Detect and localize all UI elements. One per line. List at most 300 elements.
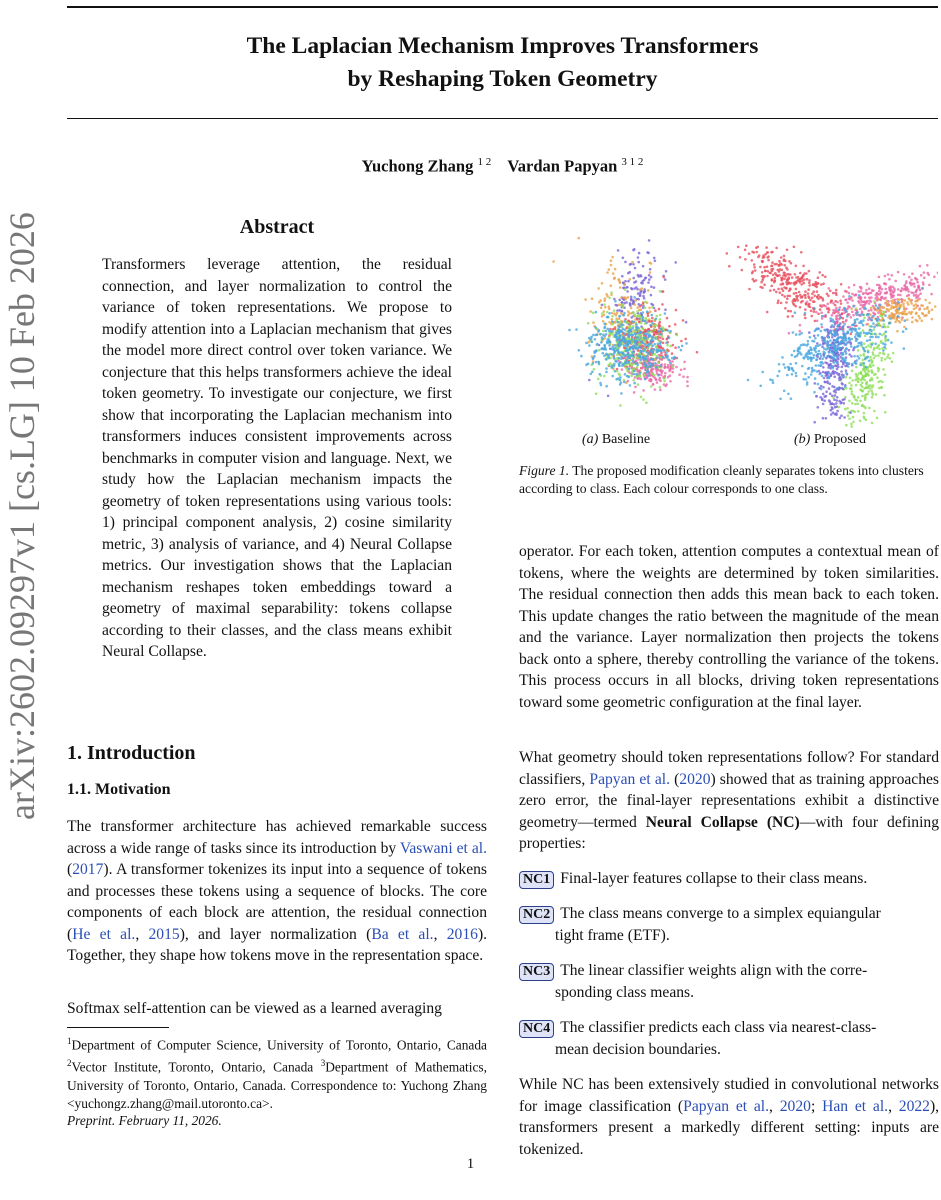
scatter-point <box>892 316 895 319</box>
scatter-point <box>652 368 655 371</box>
scatter-point <box>904 319 907 322</box>
citation-ba[interactable]: Ba et al. <box>371 925 434 943</box>
scatter-point <box>659 321 662 324</box>
scatter-point <box>633 296 636 299</box>
scatter-point <box>926 272 929 275</box>
scatter-point <box>756 246 759 249</box>
author-affiliation: 3 1 2 <box>621 156 644 168</box>
scatter-point <box>643 373 646 376</box>
scatter-point <box>629 384 632 387</box>
scatter-point <box>821 317 824 320</box>
scatter-point <box>595 361 598 364</box>
scatter-point <box>752 270 755 273</box>
scatter-point <box>671 352 674 355</box>
scatter-point <box>685 321 688 324</box>
scatter-point <box>915 278 918 281</box>
scatter-point <box>777 302 780 305</box>
citation-papyan-year[interactable]: 2020 <box>779 1097 811 1115</box>
scatter-point <box>795 288 798 291</box>
scatter-point <box>788 273 791 276</box>
scatter-point <box>622 314 625 317</box>
scatter-point <box>875 304 878 307</box>
scatter-point <box>913 283 916 286</box>
scatter-point <box>913 294 916 297</box>
intro-paragraph-4 <box>519 747 939 855</box>
scatter-point <box>799 324 802 327</box>
scatter-point <box>815 364 818 367</box>
subfigure-b-caption <box>794 432 866 448</box>
scatter-point <box>809 357 812 360</box>
scatter-point <box>849 339 852 342</box>
scatter-point <box>649 324 652 327</box>
scatter-point <box>849 377 852 380</box>
scatter-point <box>834 342 837 345</box>
abstract-heading: Abstract <box>239 216 315 238</box>
affiliations-footnote <box>67 1032 487 1113</box>
scatter-point <box>823 329 826 332</box>
scatter-point <box>651 358 654 361</box>
scatter-point <box>873 357 876 360</box>
scatter-point <box>821 274 824 277</box>
figure-1-scatter-plots <box>540 220 938 432</box>
scatter-point <box>909 300 912 303</box>
scatter-point <box>647 334 650 337</box>
scatter-point <box>684 338 687 341</box>
scatter-point <box>845 352 848 355</box>
scatter-point <box>833 398 836 401</box>
scatter-point <box>683 368 686 371</box>
scatter-point <box>636 363 639 366</box>
scatter-point <box>843 323 846 326</box>
scatter-point <box>681 345 684 348</box>
scatter-point <box>786 297 789 300</box>
scatter-point <box>666 366 669 369</box>
nc-item <box>519 868 939 890</box>
scatter-point <box>623 381 626 384</box>
scatter-point <box>664 375 667 378</box>
scatter-point <box>879 293 882 296</box>
scatter-point <box>767 270 770 273</box>
scatter-point <box>655 370 658 373</box>
scatter-point <box>637 256 640 259</box>
scatter-point <box>888 278 891 281</box>
scatter-point <box>819 353 822 356</box>
scatter-point <box>832 312 835 315</box>
scatter-point <box>903 308 906 311</box>
scatter-point <box>726 252 729 255</box>
scatter-point <box>781 356 784 359</box>
scatter-point <box>822 351 825 354</box>
scatter-point <box>922 281 925 284</box>
scatter-point <box>856 359 859 362</box>
scatter-point <box>609 362 612 365</box>
scatter-point <box>602 352 605 355</box>
scatter-point <box>665 270 668 273</box>
scatter-point <box>786 268 789 271</box>
scatter-point <box>650 276 653 279</box>
scatter-point <box>823 377 826 380</box>
scatter-point <box>876 292 879 295</box>
scatter-point <box>915 319 918 322</box>
scatter-point <box>623 320 626 323</box>
scatter-point <box>798 291 801 294</box>
scatter-point <box>632 277 635 280</box>
scatter-point <box>923 271 926 274</box>
scatter-point <box>617 321 620 324</box>
scatter-point <box>850 345 853 348</box>
scatter-point <box>805 272 808 275</box>
nc-item-text: Final-layer features collapse to their class means. <box>560 870 868 887</box>
scatter-point <box>892 307 895 310</box>
scatter-point <box>636 366 639 369</box>
scatter-point <box>778 370 781 373</box>
scatter-point <box>616 338 619 341</box>
scatter-point <box>653 343 656 346</box>
scatter-point <box>648 239 651 242</box>
scatter-point <box>633 344 636 347</box>
scatter-point <box>639 372 642 375</box>
citation-han[interactable]: Han et al. <box>822 1097 889 1115</box>
scatter-point <box>814 382 817 385</box>
scatter-point <box>575 328 578 331</box>
citation-papyan[interactable]: Papyan et al. <box>589 770 670 788</box>
scatter-point <box>608 344 611 347</box>
subfigure-b-label: (b) <box>794 432 811 447</box>
scatter-point <box>876 320 879 323</box>
scatter-point <box>829 331 832 334</box>
scatter-point <box>658 354 661 357</box>
scatter-point <box>852 394 855 397</box>
scatter-point <box>783 278 786 281</box>
scatter-point <box>880 386 883 389</box>
citation-vaswani-year[interactable]: 2017 <box>72 861 104 878</box>
scatter-point <box>600 307 603 310</box>
scatter-point <box>897 288 900 291</box>
scatter-point <box>618 315 621 318</box>
scatter-point <box>822 417 825 420</box>
citation-han-year[interactable]: 2022 <box>898 1097 930 1115</box>
scatter-point <box>869 356 872 359</box>
scatter-point <box>901 313 904 316</box>
scatter-point <box>902 330 905 333</box>
scatter-point <box>646 355 649 358</box>
scatter-point <box>844 361 847 364</box>
scatter-point <box>611 256 614 259</box>
scatter-point <box>868 407 871 410</box>
citation-ba-year[interactable]: 2016 <box>446 925 478 943</box>
scatter-point <box>871 422 874 425</box>
scatter-point <box>827 366 830 369</box>
scatter-point <box>594 338 597 341</box>
scatter-point <box>867 351 870 354</box>
citation-papyan-year[interactable]: 2020 <box>679 770 711 788</box>
author-name: Vardan Papyan <box>507 156 618 176</box>
scatter-point <box>889 357 892 360</box>
scatter-point <box>867 309 870 312</box>
scatter-point <box>654 260 657 263</box>
scatter-point <box>867 344 870 347</box>
scatter-point <box>778 363 781 366</box>
scatter-point <box>810 373 813 376</box>
scatter-point <box>793 350 796 353</box>
scatter-point <box>884 374 887 377</box>
scatter-point <box>834 292 837 295</box>
scatter-point <box>608 308 611 311</box>
scatter-point <box>828 387 831 390</box>
scatter-point <box>657 330 660 333</box>
scatter-point <box>878 284 881 287</box>
scatter-point <box>767 259 770 262</box>
scatter-point <box>858 294 861 297</box>
scatter-point <box>610 291 613 294</box>
scatter-point <box>805 303 808 306</box>
scatter-point <box>632 360 635 363</box>
scatter-point <box>874 333 877 336</box>
scatter-point <box>776 274 779 277</box>
scatter-point <box>819 357 822 360</box>
scatter-point <box>894 321 897 324</box>
scatter-point <box>919 292 922 295</box>
scatter-point <box>669 362 672 365</box>
scatter-point <box>594 326 597 329</box>
scatter-point <box>868 302 871 305</box>
scatter-point <box>614 344 617 347</box>
scatter-point <box>801 365 804 368</box>
scatter-point <box>590 336 593 339</box>
scatter-point <box>639 295 642 298</box>
scatter-point <box>622 336 625 339</box>
scatter-point <box>651 306 654 309</box>
scatter-point <box>784 366 787 369</box>
scatter-point <box>763 275 766 278</box>
scatter-point <box>845 369 848 372</box>
scatter-point <box>774 272 777 275</box>
scatter-point <box>866 393 869 396</box>
citation-he[interactable]: He et al. <box>72 925 136 943</box>
scatter-point <box>665 342 668 345</box>
scatter-point <box>633 382 636 385</box>
scatter-point <box>859 308 862 311</box>
scatter-point <box>859 304 862 307</box>
scatter-point <box>867 386 870 389</box>
scatter-point <box>928 284 931 287</box>
scatter-point <box>764 253 767 256</box>
scatter-point <box>776 375 779 378</box>
scatter-point <box>799 330 802 333</box>
scatter-point <box>902 303 905 306</box>
scatter-point <box>680 349 683 352</box>
scatter-point <box>610 353 613 356</box>
scatter-point <box>803 343 806 346</box>
scatter-point <box>865 374 868 377</box>
scatter-point <box>862 374 865 377</box>
scatter-point <box>855 339 858 342</box>
scatter-point <box>787 310 790 313</box>
scatter-point <box>876 417 879 420</box>
scatter-point <box>676 334 679 337</box>
scatter-point <box>638 315 641 318</box>
scatter-point <box>865 357 868 360</box>
scatter-point <box>600 384 603 387</box>
scatter-point <box>601 347 604 350</box>
scatter-point <box>786 374 789 377</box>
scatter-point <box>613 277 616 280</box>
scatter-point <box>685 342 688 345</box>
scatter-point <box>915 312 918 315</box>
scatter-point <box>815 395 818 398</box>
scatter-point <box>909 281 912 284</box>
scatter-point <box>835 365 838 368</box>
scatter-point <box>592 334 595 337</box>
scatter-point <box>814 337 817 340</box>
scatter-point <box>850 316 853 319</box>
scatter-point <box>829 290 832 293</box>
scatter-point <box>850 423 853 426</box>
scatter-point <box>900 304 903 307</box>
scatter-point <box>870 292 873 295</box>
citation-papyan[interactable]: Papyan et al. <box>683 1097 770 1115</box>
scatter-point <box>882 326 885 329</box>
scatter-point <box>868 287 871 290</box>
text-run: —with four defining properties: <box>519 813 939 852</box>
scatter-point <box>851 425 854 428</box>
scatter-point <box>840 414 843 417</box>
scatter-point <box>603 344 606 347</box>
scatter-point <box>826 343 829 346</box>
scatter-point <box>789 363 792 366</box>
scatter-point <box>610 264 613 267</box>
scatter-point <box>804 294 807 297</box>
scatter-point <box>850 307 853 310</box>
scatter-point <box>659 377 662 380</box>
scatter-point <box>621 303 624 306</box>
scatter-point <box>816 355 819 358</box>
scatter-point <box>851 311 854 314</box>
scatter-point <box>630 299 633 302</box>
scatter-point <box>777 288 780 291</box>
scatter-point <box>882 342 885 345</box>
scatter-point <box>817 313 820 316</box>
scatter-point <box>664 308 667 311</box>
scatter-point <box>766 275 769 278</box>
scatter-point <box>817 334 820 337</box>
scatter-point <box>608 268 611 271</box>
citation-he-year[interactable]: 2015 <box>148 925 180 943</box>
scatter-point <box>619 376 622 379</box>
scatter-point <box>885 330 888 333</box>
scatter-point <box>804 317 807 320</box>
scatter-point <box>901 300 904 303</box>
scatter-point <box>647 314 650 317</box>
scatter-point <box>662 338 665 341</box>
scatter-point <box>864 398 867 401</box>
scatter-point <box>666 338 669 341</box>
scatter-point <box>656 356 659 359</box>
scatter-point <box>856 331 859 334</box>
scatter-point <box>635 328 638 331</box>
scatter-point <box>647 374 650 377</box>
scatter-point <box>857 349 860 352</box>
text-run: The transformer architecture has achieved remarkable success across a wide range of tasks since its introduction by <box>67 818 487 857</box>
scatter-point <box>811 297 814 300</box>
scatter-point <box>921 304 924 307</box>
citation-vaswani[interactable]: Vaswani et al. <box>399 839 487 857</box>
scatter-point <box>806 278 809 281</box>
scatter-point <box>906 319 909 322</box>
scatter-point <box>603 375 606 378</box>
scatter-point <box>931 308 934 311</box>
scatter-point <box>552 260 555 263</box>
scatter-point <box>598 349 601 352</box>
intro-paragraph-3: operator. For each token, attention computes a contextual mean of tokens, where the weights are determined by token similarities. The residual connection then adds this mean back to each token. This update changes the ratio between the magnitude of the mean and the variance. Layer normalization then projects the tokens back onto a sphere, thereby controlling the variance of the tokens. This process occurs in all blocks, driving token representations toward some geometric configuration at the final layer. <box>519 543 939 711</box>
scatter-point <box>899 294 902 297</box>
scatter-point <box>829 403 832 406</box>
scatter-point <box>777 299 780 302</box>
scatter-point <box>788 260 791 263</box>
scatter-point <box>891 302 894 305</box>
scatter-point <box>744 249 747 252</box>
scatter-point <box>822 366 825 369</box>
scatter-point <box>632 334 635 337</box>
scatter-point <box>761 371 764 374</box>
scatter-point <box>840 336 843 339</box>
scatter-point <box>868 370 871 373</box>
nc-item-text: The linear classifier weights align with the corre- <box>560 962 868 979</box>
scatter-point <box>761 271 764 274</box>
scatter-point <box>828 364 831 367</box>
scatter-point <box>890 307 893 310</box>
nc-item <box>519 903 939 946</box>
scatter-point <box>642 350 645 353</box>
scatter-point <box>856 345 859 348</box>
scatter-point <box>865 289 868 292</box>
scatter-point <box>808 281 811 284</box>
scatter-point <box>859 332 862 335</box>
scatter-point <box>633 391 636 394</box>
scatter-point <box>608 312 611 315</box>
scatter-point <box>630 375 633 378</box>
scatter-point <box>659 364 662 367</box>
scatter-point <box>591 341 594 344</box>
scatter-point <box>856 374 859 377</box>
scatter-point <box>615 378 618 381</box>
scatter-point <box>827 311 830 314</box>
scatter-point <box>739 256 742 259</box>
scatter-point <box>903 273 906 276</box>
subfigure-a-caption <box>582 432 650 448</box>
scatter-point <box>797 349 800 352</box>
title-line-1: The Laplacian Mechanism Improves Transformers <box>246 33 759 59</box>
scatter-point <box>611 320 614 323</box>
scatter-point <box>848 349 851 352</box>
scatter-point <box>879 304 882 307</box>
scatter-point <box>593 355 596 358</box>
scatter-point <box>825 390 828 393</box>
scatter-point <box>891 360 894 363</box>
scatter-point <box>845 356 848 359</box>
arxiv-identifier: arXiv:2602.09297v1 [cs.LG] 10 Feb 2026 <box>2 212 42 820</box>
scatter-point <box>650 286 653 289</box>
scatter-point <box>851 330 854 333</box>
scatter-point <box>661 303 664 306</box>
scatter-point <box>821 326 824 329</box>
scatter-point <box>906 301 909 304</box>
scatter-point <box>605 367 608 370</box>
scatter-point <box>872 315 875 318</box>
scatter-point <box>827 336 830 339</box>
scatter-point <box>624 297 627 300</box>
scatter-point <box>876 376 879 379</box>
